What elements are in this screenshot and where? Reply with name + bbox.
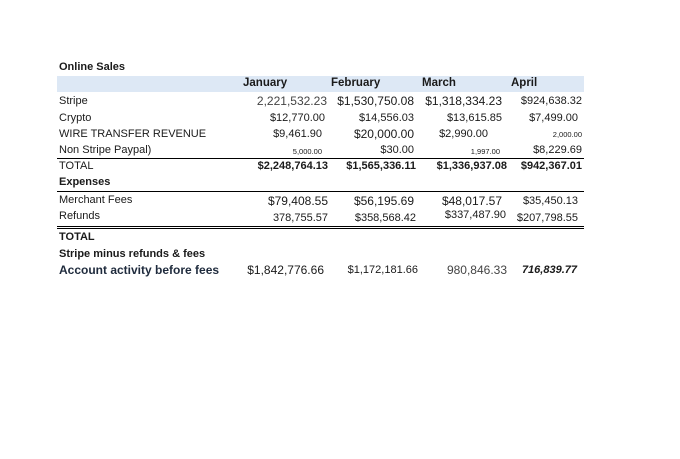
expenses-total-label: TOTAL [59,231,95,243]
cell-total-jan: $2,248,764.13 [257,160,328,172]
cell-total-apr: $942,367.01 [520,160,582,172]
cell-activity-mar: 980,846.33 [446,263,507,277]
cell-stripe-feb: $1,530,750.08 [337,94,414,108]
cell-activity-jan: $1,842,776.66 [247,263,324,277]
cell-crypto-feb: $14,556.03 [358,112,414,124]
cell-refunds-apr: $207,798.55 [516,212,578,224]
month-header-january: January [243,77,288,89]
cell-refunds-feb: $358,568.42 [354,212,416,224]
cell-stripe-jan: 2,221,532.23 [256,94,327,108]
row-label-total: TOTAL [59,160,94,172]
row-label-merchant-fees: Merchant Fees [59,194,133,206]
row-label-refunds: Refunds [59,210,100,222]
cell-crypto-apr: $7,499.00 [529,112,578,124]
cell-paypal-apr: $8,229.69 [533,144,582,156]
cell-wire-apr: 2,000.00 [552,130,582,139]
expenses-rule [57,191,584,192]
row-label-account-activity: Account activity before fees [59,263,220,277]
month-header-april: April [511,77,538,89]
cell-merchant-jan: $79,408.55 [267,194,328,208]
stripe-minus-label: Stripe minus refunds & fees [59,248,206,260]
cell-wire-feb: $20,000.00 [353,127,414,141]
total2-rule-top [57,226,584,227]
total-top-rule [57,158,584,159]
row-label-stripe: Stripe [59,95,88,107]
cell-paypal-feb: $30.00 [380,144,414,156]
row-label-wire-transfer: WIRE TRANSFER REVENUE [59,128,207,140]
expenses-heading: Expenses [59,176,111,188]
cell-merchant-feb: $56,195.69 [353,194,414,208]
row-label-crypto: Crypto [59,112,92,124]
cell-refunds-mar: $337,487.90 [444,209,506,221]
cell-refunds-jan: 378,755.57 [272,212,328,224]
row-label-paypal: Non Stripe Paypal) [59,144,152,156]
cell-wire-jan: $9,461.90 [273,128,322,140]
header-band [57,76,584,92]
cell-paypal-jan: 5,000.00 [292,147,322,156]
cell-total-mar: $1,336,937.08 [436,160,507,172]
cell-crypto-mar: $13,615.85 [446,112,502,124]
cell-merchant-mar: $48,017.57 [441,194,502,208]
cell-stripe-apr: $924,638.32 [520,95,582,107]
cell-merchant-apr: $35,450.13 [522,195,578,207]
cell-stripe-mar: $1,318,334.23 [425,94,502,108]
cell-activity-feb: $1,172,181.66 [347,264,418,276]
total2-rule-bottom [57,228,584,229]
cell-activity-apr: 716,839.77 [521,264,577,276]
month-header-march: March [422,77,456,89]
month-header-february: February [331,77,381,89]
report-title: Online Sales [59,61,126,73]
cell-wire-mar: $2,990.00 [439,128,488,140]
cell-crypto-jan: $12,770.00 [269,112,325,124]
cell-paypal-mar: 1,997.00 [470,147,500,156]
cell-total-feb: $1,565,336.11 [346,160,416,172]
